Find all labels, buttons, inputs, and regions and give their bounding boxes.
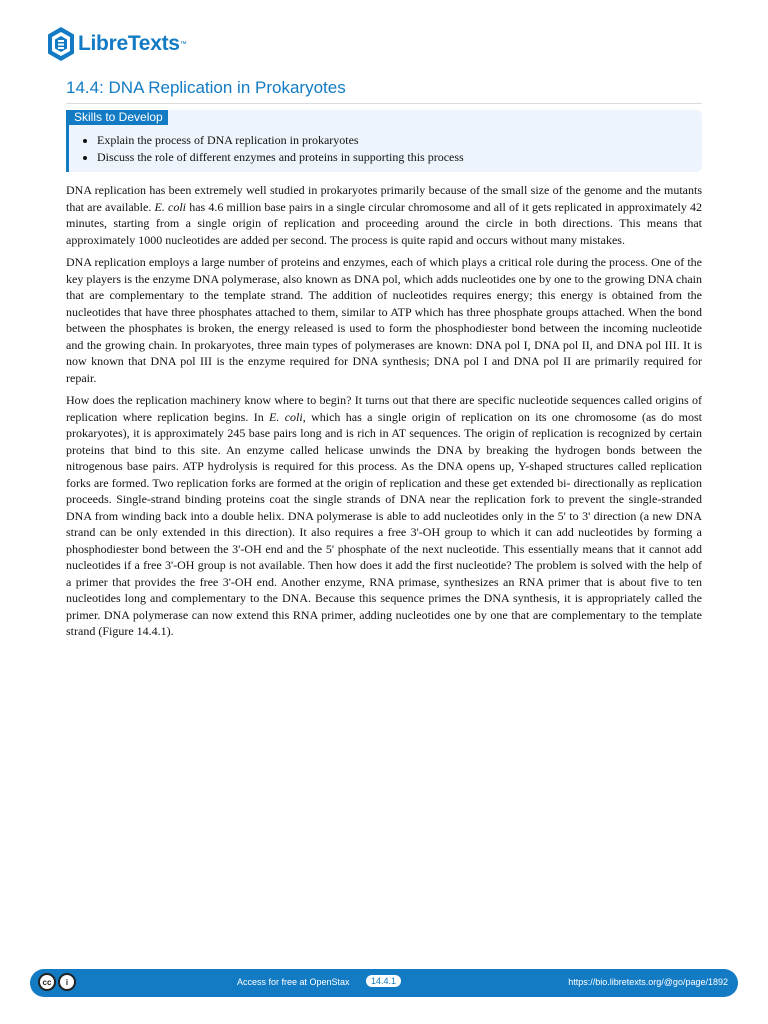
libretexts-logo[interactable] <box>46 26 187 62</box>
paragraph-text: has 4.6 million base pairs in a single circular chromosome and all of it gets replicated in approximately 42 minutes, starting from a single origin of replication and proceeding around the circle in both directions. This means that approximately 1000 nucleotides are added per second. The process is quite rapid and occurs without many mistakes. <box>66 199 703 247</box>
skills-heading: Skills to Develop <box>69 110 168 125</box>
page-footer <box>30 969 738 997</box>
paragraph-text: DNA replication has been extremely well studied in prokaryotes primarily because of the small size of the genome and the mutants that are available. <box>66 183 702 214</box>
logo-text: LibreTexts <box>78 32 180 55</box>
access-text: Access for free at OpenStax <box>237 977 350 987</box>
page-title: 14.4: DNA Replication in Prokaryotes <box>66 78 702 104</box>
page-url-link[interactable]: https://bio.libretexts.org/@go/page/1892 <box>568 977 728 987</box>
paragraph-text: , which has a single origin of replication on its one chromosome (as do most prokaryotes), it is approximately 245 base pairs long and is rich in AT sequences. The origin of replication is recognized by certain proteins that bind to this site. An enzyme called helicase unwinds the DNA by breaking the hydrogen bonds between the nitrogenous base pairs. ATP hydrolysis is required for this process. As the DNA opens up, Y-shaped structures called replication forks are formed. Two replication forks are formed at the origin of replication and these get extended bi- directionally as replication proceeds. Single-strand binding proteins coat the single strands of DNA near the replication fork to prevent the single-stranded DNA from winding back into a double helix. DNA polymerase is able to add nucleotides only in the 5' to 3' direction (a new DNA strand can be only extended in this direction). It also requires a free 3'-OH group to which it can add nucleotides by forming a phosphodiester bond between the 3'-OH end and the 5' phosphate of the next nucleotide. This essentially means that it cannot add nucleotides if a free 3'-OH group is not available. Then how does it add the first nucleotide? The problem is solved with the help of a primer that provides the free 3'-OH end. Another enzyme, RNA primase, synthesizes an RNA primer that is about five to ten nucleotides long and complementary to the DNA. Because this sequence primes the DNA synthesis, it is appropriately called the primer. DNA polymerase can now extend this RNA primer, adding nucleotides one by one that are complementary to the template strand (Figure 14.4.1). <box>66 409 702 638</box>
paragraph-2: DNA replication employs a large number of proteins and enzymes, each of which plays a critical role during the process. One of the key players is the enzyme DNA polymerase, also known as DNA pol, which adds nucleotides one by one to the growing DNA chain that are complementary to the template strand. The addition of nucleotides requires energy; this energy is obtained from the nucleotides that have three phosphates attached to them, similar to ATP which has three phosphate groups attached. When the bond between the phosphates is broken, the energy released is used to form the phosphodiester bond between the incoming nucleotide and the growing chain. In prokaryotes, three main types of polymerases are known: DNA pol I, DNA pol II, and DNA pol III. It is now known that DNA pol III is the enzyme required for DNA synthesis; DNA pol I and DNA pol II are primarily required for repair. <box>66 255 702 385</box>
skills-list-item: • Discuss the role of different enzymes and proteins in supporting this process <box>97 149 464 166</box>
paragraph-3 <box>66 392 702 640</box>
paragraph-text: How does the replication machinery know where to begin? It turns out that there are specific nucleotide sequences called origins of replication where replication begins. In <box>66 393 702 424</box>
skills-list <box>79 132 464 165</box>
skills-list-item: • Explain the process of DNA replication in prokaryotes <box>97 132 464 149</box>
by-icon: i <box>58 973 76 991</box>
main-content <box>66 182 702 646</box>
species-name: E. coli <box>269 409 303 424</box>
species-name: E. coli <box>154 199 187 214</box>
logo-trademark: ™ <box>179 40 187 48</box>
cc-icon: cc <box>38 973 56 991</box>
license-badges[interactable] <box>38 973 76 991</box>
skills-box <box>66 110 702 172</box>
paragraph-1 <box>66 182 702 248</box>
libretexts-hexagon-icon <box>46 26 76 62</box>
page-number-badge: 14.4.1 <box>366 975 401 987</box>
